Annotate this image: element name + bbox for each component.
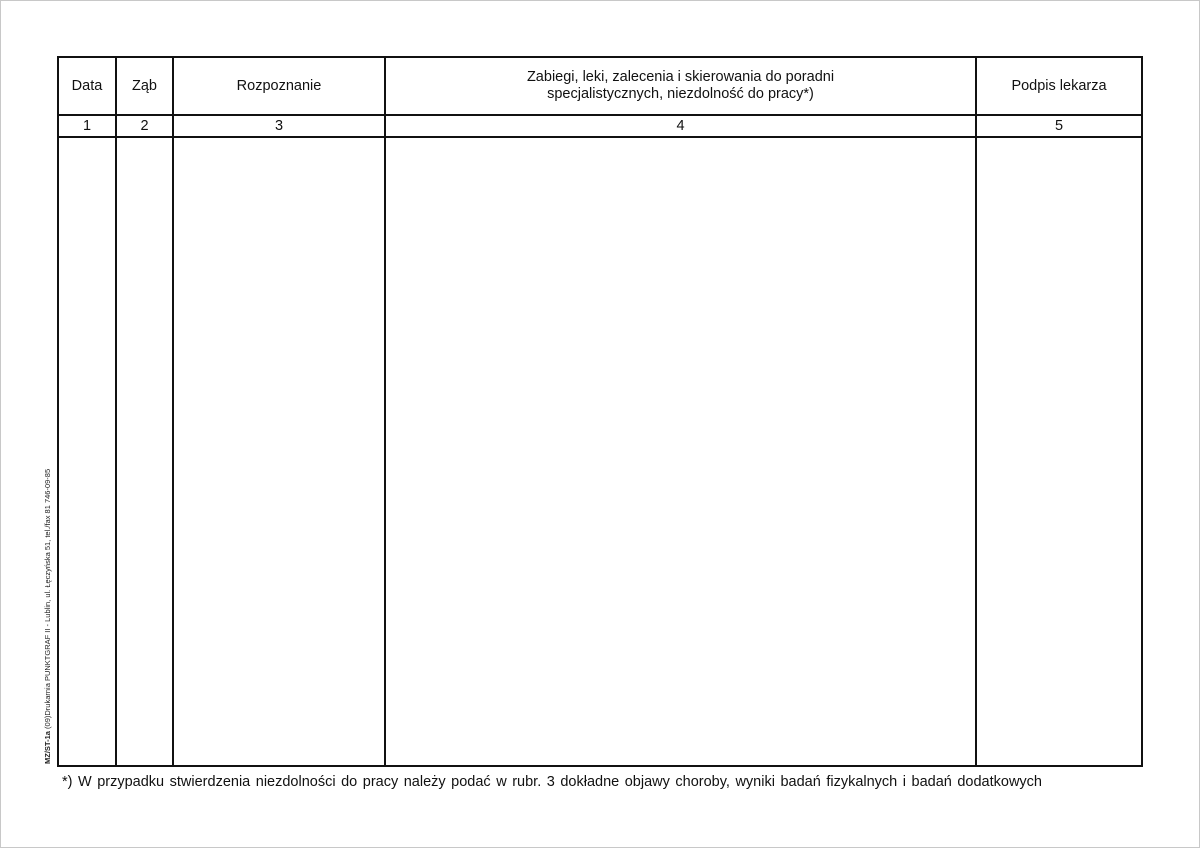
header-zab: [117, 58, 172, 114]
column-number-2: 2: [140, 118, 149, 134]
header-podpis: [977, 58, 1141, 114]
column-divider-1: [115, 58, 117, 765]
footnote: *) W przypadku stwierdzenia niezdolności do pracy należy podać w rubr. 3 dokładne objawy choroby, wyniki badań fizykalnych i badań dodatkowych: [62, 774, 1042, 790]
header-data-label: Data: [71, 77, 103, 94]
header-rozpoznanie-label: Rozpoznanie: [236, 77, 322, 94]
column-divider-2: [172, 58, 174, 765]
header-zabiegi-label-line1: Zabiegi, leki, zalecenia i skierowania do poradni: [526, 69, 835, 85]
dental-treatment-table: [57, 56, 1143, 767]
printer-imprint: [43, 469, 52, 764]
number-row-divider: [59, 136, 1141, 138]
header-zabiegi: [386, 58, 975, 114]
header-zab-label: Ząb: [132, 77, 157, 94]
header-zabiegi-label-line2: specjalistycznych, niezdolność do pracy*): [547, 86, 814, 102]
header-podpis-label: Podpis lekarza: [1011, 77, 1107, 94]
header-data: [59, 58, 115, 114]
column-divider-3: [384, 58, 386, 765]
column-number-5: 5: [1054, 118, 1064, 134]
printer-info: (09)Drukarnia PUNKTGRAF II - Lublin, ul. Łęczyńska 51, tel./fax 81 746-09-85: [43, 468, 52, 729]
column-number-3: 3: [274, 118, 284, 134]
header-rozpoznanie: [174, 58, 384, 114]
column-number-4: 4: [676, 118, 685, 134]
form-code: MZ/ST-1a: [43, 731, 52, 764]
column-divider-4: [975, 58, 977, 765]
column-number-1: 1: [82, 118, 92, 134]
